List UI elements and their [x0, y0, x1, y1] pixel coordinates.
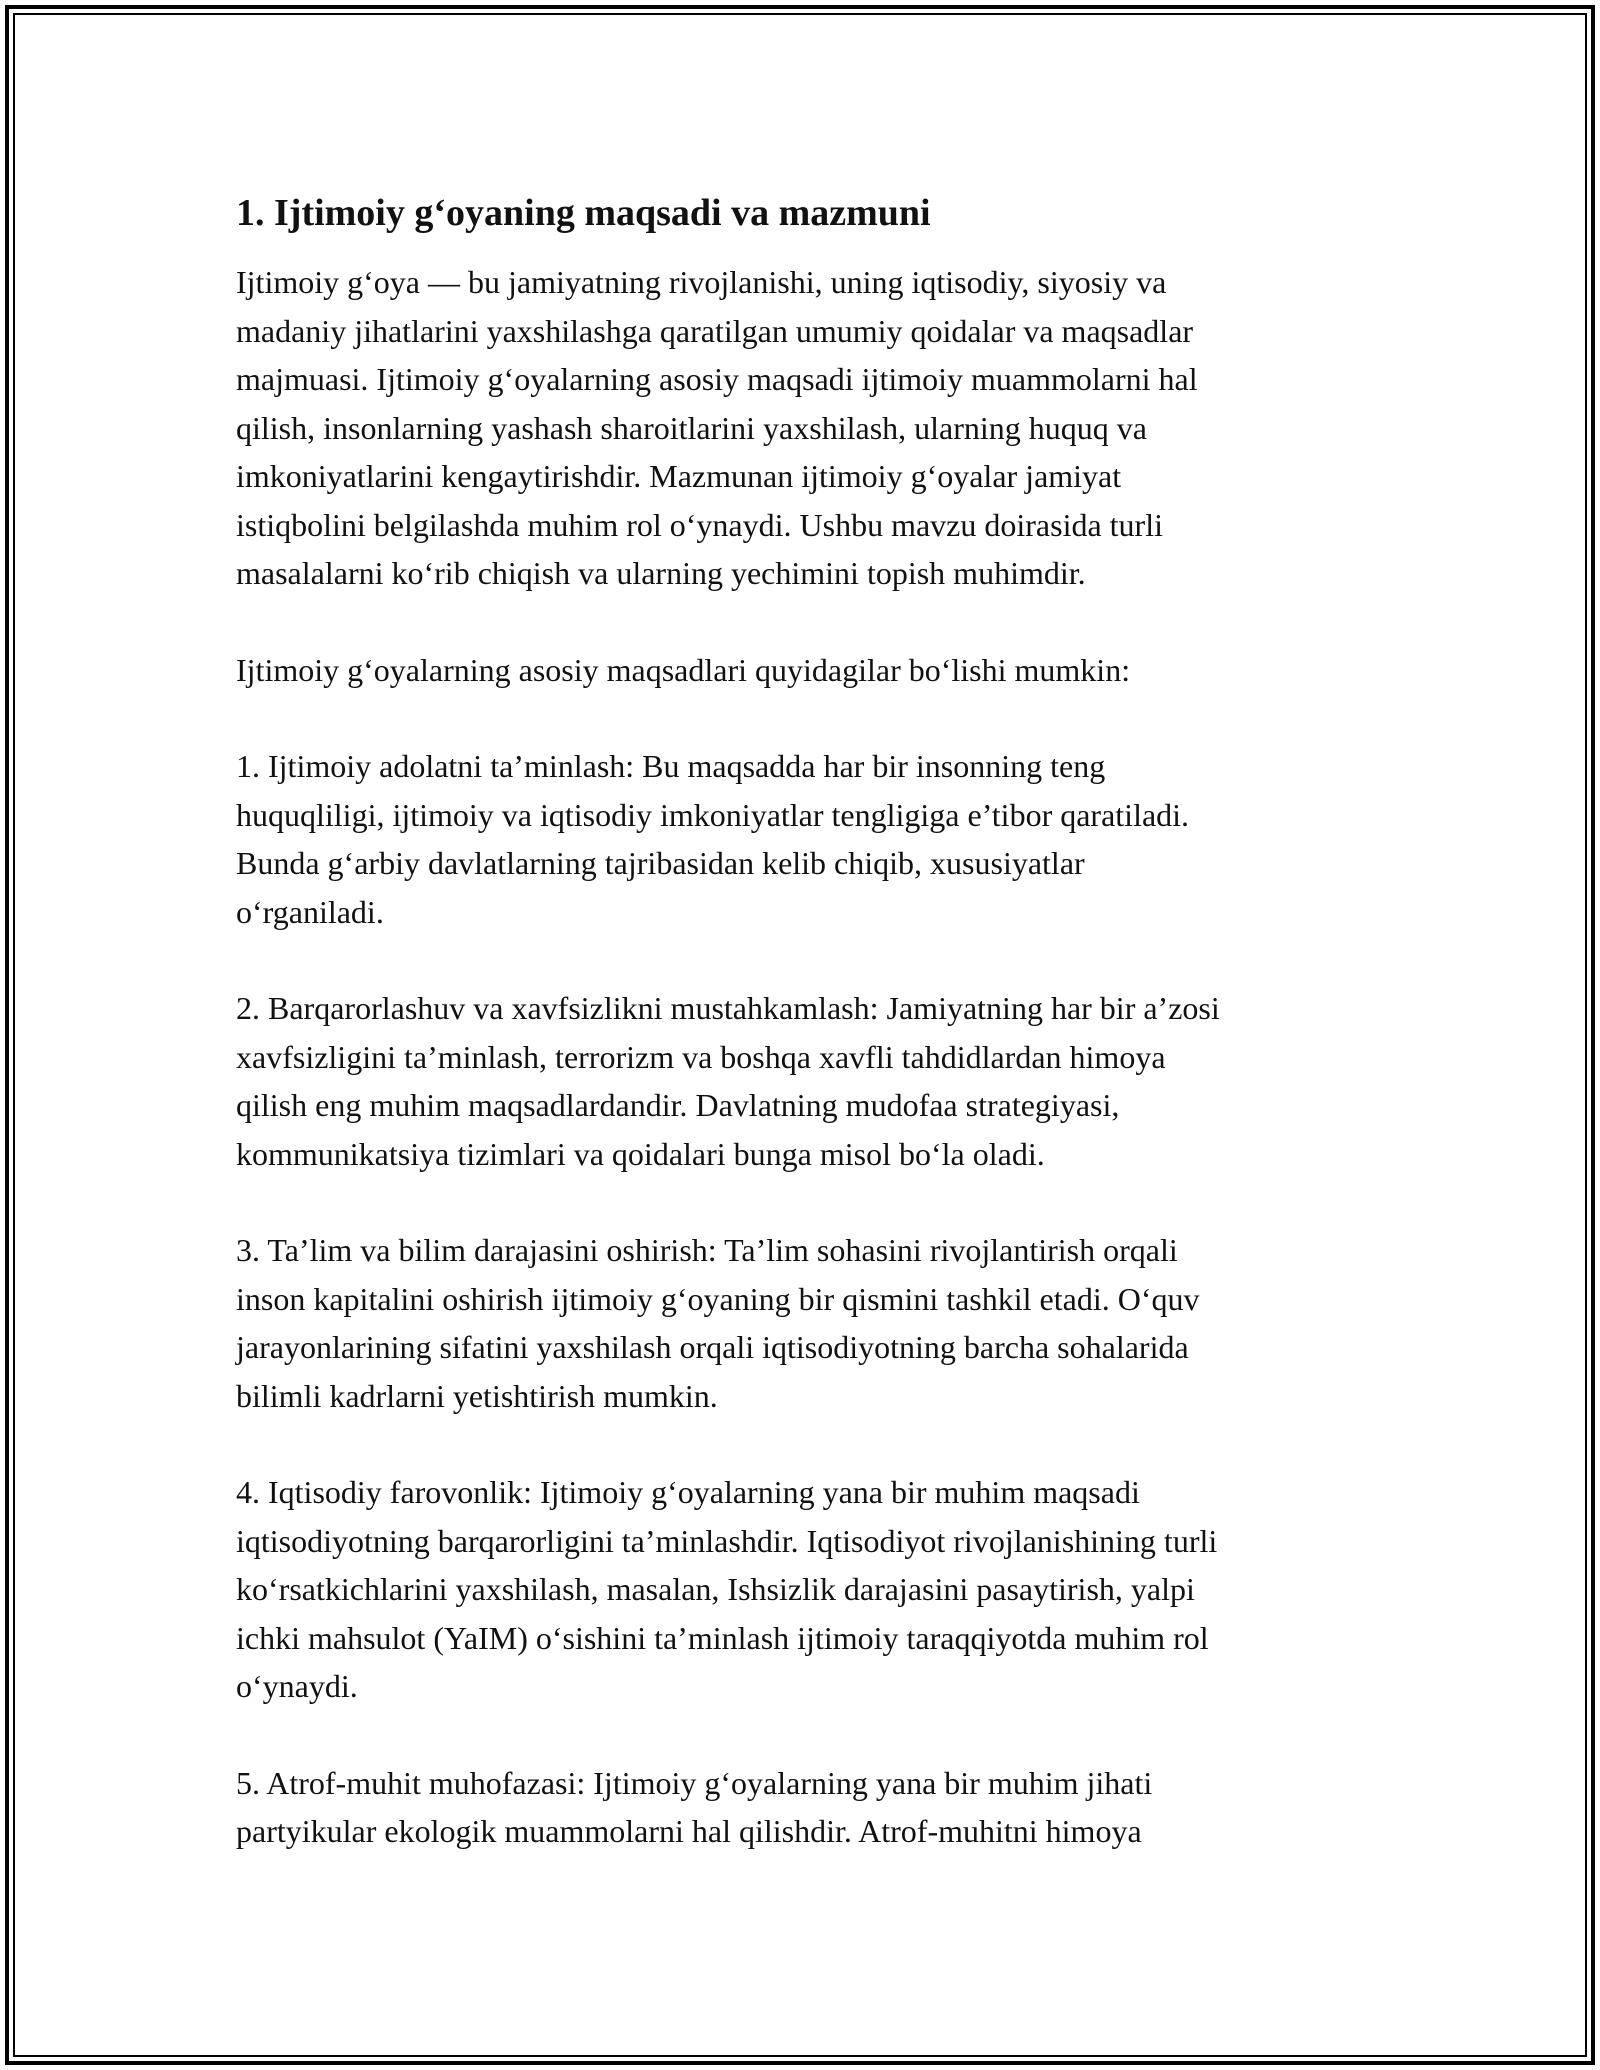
- text-line: masalalarni ko‘rib chiqish va ularning yechimini topish muhimdir.: [236, 555, 1086, 591]
- text-line: partyikular ekologik muammolarni hal qilishdir. Atrof-muhitni himoya: [236, 1813, 1142, 1849]
- goal-item-1: [236, 742, 1386, 936]
- text-line: o‘rganiladi.: [236, 893, 384, 930]
- section-heading: 1. Ijtimoiy g‘oyaning maqsadi va mazmuni: [236, 192, 931, 234]
- text-line: 5. Atrof-muhit muhofazasi: Ijtimoiy g‘oyalarning yana bir muhim jihati: [236, 1764, 1153, 1801]
- text-line: bilimli kadrlarni yetishtirish mumkin.: [236, 1377, 718, 1414]
- text-line: 4. Iqtisodiy farovonlik: Ijtimoiy g‘oyalarning yana bir muhim maqsadi: [236, 1474, 1140, 1510]
- text-line: iqtisodiyotning barqarorligini ta’minlashdir. Iqtisodiyot rivojlanishining turli: [236, 1522, 1218, 1559]
- text-line: madaniy jihatlarini yaxshilashga qaratilgan umumiy qoidalar va maqsadlar: [236, 312, 1194, 349]
- goal-item-5: [236, 1759, 1386, 1856]
- text-line: 1. Ijtimoiy adolatni ta’minlash: Bu maqsadda har bir insonning teng: [236, 748, 1106, 784]
- text-line: majmuasi. Ijtimoiy g‘oyalarning asosiy maqsadi ijtimoiy muammolarni hal: [236, 361, 1198, 397]
- text-line: kommunikatsiya tizimlari va qoidalari bunga misol bo‘la oladi.: [236, 1135, 1045, 1172]
- text-line: qilish, insonlarning yashash sharoitlarini yaxshilash, ularning huquq va: [236, 409, 1147, 446]
- intro-paragraph: [236, 258, 1386, 598]
- text-line: xavfsizligini ta’minlash, terrorizm va boshqa xavfli tahdidlardan himoya: [236, 1038, 1166, 1075]
- text-line: huquqliligi, ijtimoiy va iqtisodiy imkoniyatlar tengligiga e’tibor qaratiladi.: [236, 796, 1190, 833]
- text-line: imkoniyatlarini kengaytirishdir. Mazmunan ijtimoiy g‘oyalar jamiyat: [236, 458, 1122, 494]
- document-body: [236, 186, 1386, 1904]
- text-line: o‘ynaydi.: [236, 1668, 358, 1704]
- text-line: ko‘rsatkichlarini yaxshilash, masalan, Ishsizlik darajasini pasaytirish, yalpi: [236, 1571, 1195, 1607]
- text-line: Ijtimoiy g‘oya — bu jamiyatning rivojlanishi, uning iqtisodiy, siyosiy va: [236, 264, 1167, 300]
- goal-item-4: [236, 1468, 1386, 1711]
- text-line: jarayonlarining sifatini yaxshilash orqali iqtisodiyotning barcha sohalarida: [236, 1329, 1189, 1365]
- goal-item-2: [236, 984, 1386, 1178]
- text-line: 2. Barqarorlashuv va xavfsizlikni mustahkamlash: Jamiyatning har bir a’zosi: [236, 990, 1220, 1026]
- text-line: istiqbolini belgilashda muhim rol o‘ynaydi. Ushbu mavzu doirasida turli: [236, 506, 1163, 543]
- text-line: Ijtimoiy g‘oyalarning asosiy maqsadlari quyidagilar bo‘lishi mumkin:: [236, 651, 1131, 688]
- text-line: qilish eng muhim maqsadlardandir. Davlatning mudofaa strategiyasi,: [236, 1087, 1120, 1123]
- text-line: 3. Ta’lim va bilim darajasini oshirish: Ta’lim sohasini rivojlantirish orqali: [236, 1232, 1178, 1268]
- goal-item-3: [236, 1226, 1386, 1420]
- text-line: inson kapitalini oshirish ijtimoiy g‘oyaning bir qismini tashkil etadi. O‘quv: [236, 1280, 1200, 1317]
- text-line: ichki mahsulot (YaIM) o‘sishini ta’minlash ijtimoiy taraqqiyotda muhim rol: [236, 1619, 1209, 1656]
- text-line: Bunda g‘arbiy davlatlarning tajribasidan kelib chiqib, xususiyatlar: [236, 845, 1085, 881]
- goals-lead-paragraph: [236, 646, 1386, 695]
